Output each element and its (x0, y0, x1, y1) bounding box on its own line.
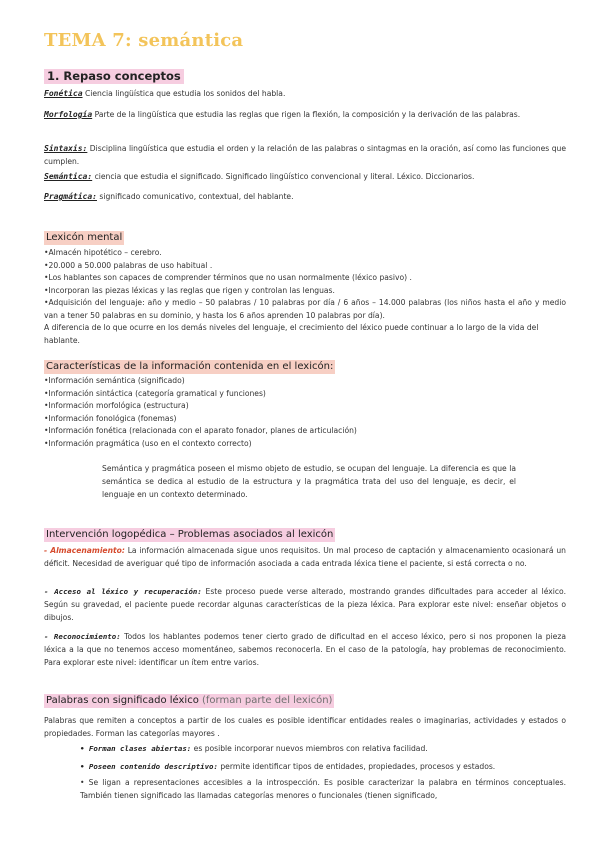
term-label: - Reconocimiento: (44, 632, 121, 641)
intervention-recognition (44, 630, 566, 669)
term-label: Pragmática: (44, 192, 97, 201)
list-item: • Información pragmática (uso en el contexto correcto) (44, 438, 566, 451)
term-label: • Forman clases abiertas: (80, 744, 192, 753)
item-text: permite identificar tipos de entidades, propiedades, procesos y estados. (217, 762, 496, 771)
section-heading-characteristics: Características de la información contenida en el lexicón: (46, 361, 334, 372)
term-label: - Almacenamiento: (44, 546, 125, 555)
definition-pragmatica (44, 190, 566, 203)
lexical-words-intro: Palabras que remiten a conceptos a partir de los cuales es posible identificar entidades reales o imaginarias, actividades y estados o propiedades. Forman las categorías mayores . (44, 716, 566, 738)
definition-text: ciencia que estudia el significado. Significado lingüístico convencional y literal. Léxico. Diccionarios. (92, 172, 475, 181)
definition-text: Disciplina lingüística que estudia el orden y la relación de las palabras o sintagmas en la oración, así como las funciones que cumplen. (44, 144, 566, 166)
list-item: • Información fonológica (fonemas) (44, 413, 566, 426)
intervention-text: Todos los hablantes podemos tener cierto grado de dificultad en el acceso léxico, pero si nos proponen la pieza léxica a la que no tenemos acceso momentáneo, sabemos reconocerla. En el caso de la patología, hay problemas de reconocimiento. Para explorar este nivel: identificar un ítem entre varios. (44, 632, 566, 667)
term-label: Morfología (44, 110, 93, 119)
term-label: Sintaxis: (44, 144, 88, 153)
list-item: • Información fonética (relacionada con el aparato fonador, planes de articulación) (44, 425, 566, 438)
section-heading-lexicon: Lexicón mental (46, 232, 123, 243)
list-item: • Información morfológica (estructura) (44, 400, 566, 413)
lexical-item-introspection (80, 776, 566, 802)
intervention-text: Este proceso puede verse alterado, mostrando grandes dificultades para acceder al léxico. Según su gravedad, el paciente puede recordar algunas características de la pieza léxica. Para explorar este nivel: enseñar objetos o dibujos. (44, 587, 566, 622)
definition-sintaxis (44, 142, 566, 168)
intervention-access (44, 585, 566, 624)
list-item: • 20.000 a 50.000 palabras de uso habitual . (44, 260, 566, 273)
definition-text: Ciencia lingüística que estudia los sonidos del habla. (82, 89, 286, 98)
term-label: Semántica: (44, 172, 93, 181)
list-item: • Incorporan las piezas léxicas y las reglas que rigen y controlan las lenguas. (44, 285, 566, 298)
semantics-pragmatics-note: Semántica y pragmática poseen el mismo objeto de estudio, se ocupan del lenguaje. La diferencia es que la semántica se dedica al estudio de la estructura y la pragmática trata del uso del lenguaje, es decir, el lenguaje en un contexto determinado. (102, 464, 516, 499)
lexicon-bullet-list (44, 247, 566, 322)
section-heading-intervention: Intervención logopédica – Problemas asociados al lexicón (46, 529, 334, 540)
list-item: • Información sintáctica (categoría gramatical y funciones) (44, 388, 566, 401)
term-label: - Acceso al léxico y recuperación: (44, 587, 202, 596)
lexicon-paragraph: A diferencia de lo que ocurre en los demás niveles del lenguaje, el crecimiento del léxico puede continuar a lo largo de la vida del hablante. (44, 323, 539, 345)
lexical-item-descriptive (80, 760, 566, 773)
term-label: • Poseen contenido descriptivo: (80, 762, 218, 771)
definition-text: Parte de la lingüística que estudia las reglas que rigen la flexión, la composición y la derivación de las palabras. (92, 110, 521, 119)
definition-fonetica (44, 87, 566, 100)
definition-text: significado comunicativo, contextual, del hablante. (96, 192, 294, 201)
heading-note: (forman parte del lexicón) (198, 695, 333, 706)
section-heading-lexical-words (44, 694, 334, 708)
term-label: Fonética (44, 89, 83, 98)
page-title: TEMA 7: semántica (44, 30, 244, 51)
section-heading-repaso: 1. Repaso conceptos (44, 69, 184, 84)
definition-semantica (44, 170, 566, 183)
list-item: • Almacén hipotético – cerebro. (44, 247, 566, 260)
item-text: es posible incorporar nuevos miembros con relativa facilidad. (191, 744, 428, 753)
intervention-storage (44, 544, 566, 570)
lexical-item-open-classes (80, 742, 566, 755)
intervention-text: La información almacenada sigue unos requisitos. Un mal proceso de captación y almacenamiento ocasionará un déficit. Necesidad de averiguar qué tipo de información asociada a cada entrada léxica tiene el paciente, si está correcta o no. (44, 546, 566, 568)
definition-morfologia (44, 108, 566, 121)
characteristics-bullet-list (44, 375, 566, 450)
list-item: • Los hablantes son capaces de comprender términos que no usan normalmente (léxico pasivo) . (44, 272, 566, 285)
list-item: • Adquisición del lenguaje: año y medio – 50 palabras / 10 palabras por día / 6 años – 14.000 palabras (los niños hasta el año y medio van a tener 50 palabras en su dominio, y hasta los 6 años aprenden 10 palabras por día). (44, 297, 566, 322)
heading-main: Palabras con significado léxico (46, 695, 199, 706)
item-text: • Se ligan a representaciones accesibles a la introspección. Es posible caracterizar la palabra en términos conceptuales. También tienen significado las llamadas categorías menores o funcionales (tienen significado, (80, 778, 566, 800)
list-item: • Información semántica (significado) (44, 375, 566, 388)
